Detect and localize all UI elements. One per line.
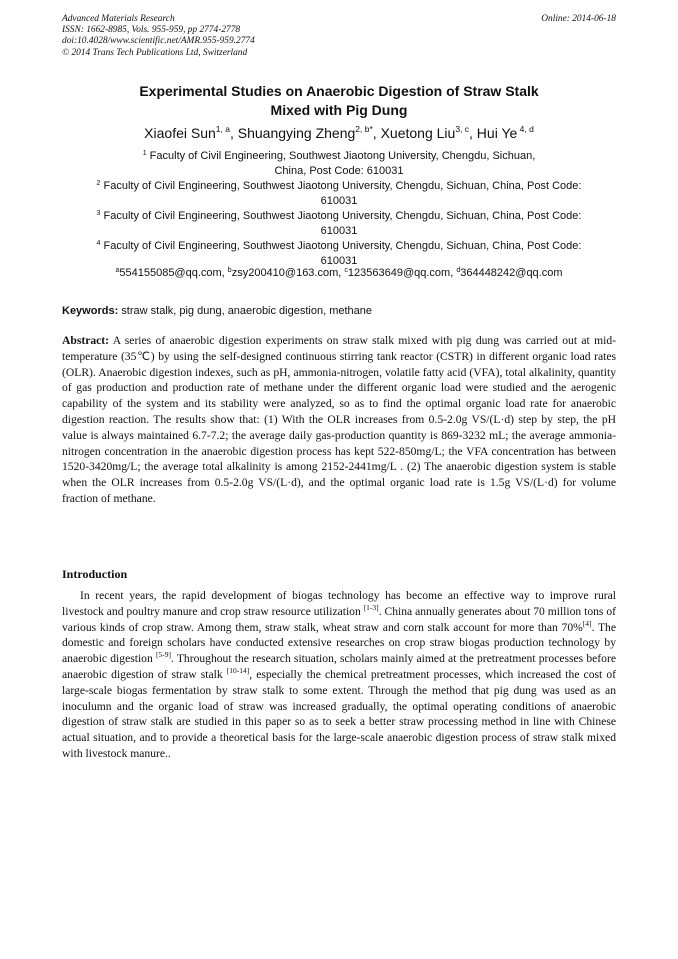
intro-text: In recent years, the rapid development of biogas technology has become an effective way to improve rural livestock and poultry manure and crop straw resource utilization	[62, 589, 616, 618]
affiliation-text: Faculty of Civil Engineering, Southwest Jiaotong University, Chengdu, Sichuan, China, Post Code:	[100, 210, 582, 222]
affiliation-number: 1	[142, 150, 147, 157]
affiliation-number: 2	[96, 180, 101, 187]
email-address[interactable]: zsy200410@163.com,	[231, 267, 345, 279]
author-superscript: 1, a	[215, 124, 230, 134]
keywords-text: straw stalk, pig dung, anaerobic digestion, methane	[118, 305, 373, 317]
intro-text: . China annually generates about 70 million tons of various kinds of crop straw. Among them, straw stalk, wheat straw and corn stalk account for more than 70%	[62, 604, 616, 634]
citation: [5-9]	[155, 650, 171, 660]
keywords	[62, 304, 616, 318]
citation: [1-3]	[363, 602, 379, 612]
affiliation-text: 610031	[320, 195, 358, 207]
author-name: Xiaofei Sun	[144, 125, 216, 141]
abstract	[62, 333, 616, 507]
journal-header	[62, 14, 616, 59]
citation: [10-14]	[226, 665, 250, 675]
abstract-text: A series of anaerobic digestion experiments on straw stalk mixed with pig dung was carried out at mid-temperature (35℃) by using the self-designed continuous stirring tank reactor (CSTR) in different organic load rates (OLR). Anaerobic digestion indexes, such as pH, ammonia-nitrogen, volatile fatty acid (VFA), total alkalinity, quantity of gas production and production rate of methane under the different organic load were studied and the aerogenic capability of the system and its stability were analyzed, so as to find the optimal organic load rate for anaerobic digestion reaction. The results show that: (1) With the OLR increases from 0.5-2.0g VS/(L·d) step by step, the pH value is always maintained 6.7-7.2; the average daily gas-production quantity is 869-3232 mL; the average ammonia-nitrogen concentration in the anaerobic digestion process has kept 522-850mg/L; the VFA concentration has between 1520-3420mg/L; the average total alkalinity is among 2152-2441mg/L . (2) The anaerobic digestion system is stable when the OLR increases from 0.5-2.0g VS/(L·d), and the optimal organic load rate is 1.5g VS/(L·d) for volume fraction of methane.	[62, 334, 616, 505]
affiliation-text: 610031	[320, 255, 358, 267]
email-superscript: a	[115, 267, 120, 274]
affiliation-1	[62, 149, 616, 179]
section-heading-introduction: Introduction	[62, 567, 128, 581]
copyright-line: © 2014 Trans Tech Publications Ltd, Switzerland	[62, 47, 248, 58]
affiliation-number: 4	[96, 240, 101, 247]
citation: [4]	[582, 618, 592, 628]
affiliation-text: Faculty of Civil Engineering, Southwest Jiaotong University, Chengdu, Sichuan,	[146, 150, 536, 162]
affiliation-text: Faculty of Civil Engineering, Southwest Jiaotong University, Chengdu, Sichuan, China, Post Code:	[100, 240, 582, 252]
abstract-label: Abstract:	[62, 334, 110, 347]
keywords-label: Keywords:	[62, 305, 119, 317]
author-superscript: 2, b*	[355, 124, 373, 134]
affiliation-2	[62, 179, 616, 209]
email-address[interactable]: 123563649@qq.com,	[347, 267, 457, 279]
intro-text: . Throughout the research situation, scholars mainly aimed at the pretreatment processes before anaerobic digestion of straw stalk	[62, 652, 616, 681]
paper-title	[62, 82, 616, 120]
email-address[interactable]: 364448242@qq.com	[460, 267, 563, 279]
issn-line: ISSN: 1662-8985, Vols. 955-959, pp 2774-2778	[62, 25, 241, 36]
author-name: Xuetong Liu	[380, 125, 456, 141]
email-superscript: c	[344, 267, 348, 274]
intro-text: . The domestic and foreign scholars have conducted extensive researches on crop straw biogas production technology by anaerobic digestion	[62, 620, 616, 666]
affiliation-text: Faculty of Civil Engineering, Southwest Jiaotong University, Chengdu, Sichuan, China, Post Code:	[100, 180, 582, 192]
author-list: Xiaofei Sun$^{1, a}$, Shuangying Zheng$^{2, b*}$, Xuetong Liu$^{3, c}$, Hui Ye $^{4, d}$	[144, 124, 534, 141]
online-date: Online: 2014-06-18	[541, 14, 616, 24]
intro-text: , especially the chemical pretreatment processes, which increased the cost of large-scale biogas fermentation by straw stalk to some extent. Through the method that pig dung was used as an inoculumn and the organic load of straw was increased gradually, the optimal operating conditions of anaerobic digestion of straw stalk are studied in this paper so as to seek a better straw processing method in line with Chinese actual situation, and to provide a theoretical basis for the large-scale anaerobic digestion process of straw stalk mixed with livestock manure..	[62, 667, 616, 760]
affiliation-number: 3	[96, 210, 101, 217]
email-address[interactable]: 554155085@qq.com,	[119, 267, 228, 279]
email-superscript: b	[227, 267, 232, 274]
author-name: Shuangying Zheng	[237, 125, 356, 141]
affiliation-text: China, Post Code: 610031	[274, 165, 404, 177]
author-name: Hui Ye	[476, 125, 518, 141]
email-superscript: d	[456, 267, 461, 274]
author-superscript: 3, c	[455, 124, 470, 134]
journal-name: Advanced Materials Research	[62, 14, 175, 24]
affiliation-4	[62, 239, 616, 269]
email-list	[62, 266, 616, 281]
affiliation-text: 610031	[320, 225, 358, 237]
introduction-paragraph	[62, 588, 616, 762]
doi-line: doi:10.4028/www.scientific.net/AMR.955-959.2774	[62, 36, 255, 47]
author-superscript: 4, d	[517, 124, 534, 134]
affiliation-3	[62, 209, 616, 239]
title-line-1: Experimental Studies on Anaerobic Digestion of Straw Stalk	[139, 83, 539, 99]
title-line-2: Mixed with Pig Dung	[270, 102, 408, 118]
